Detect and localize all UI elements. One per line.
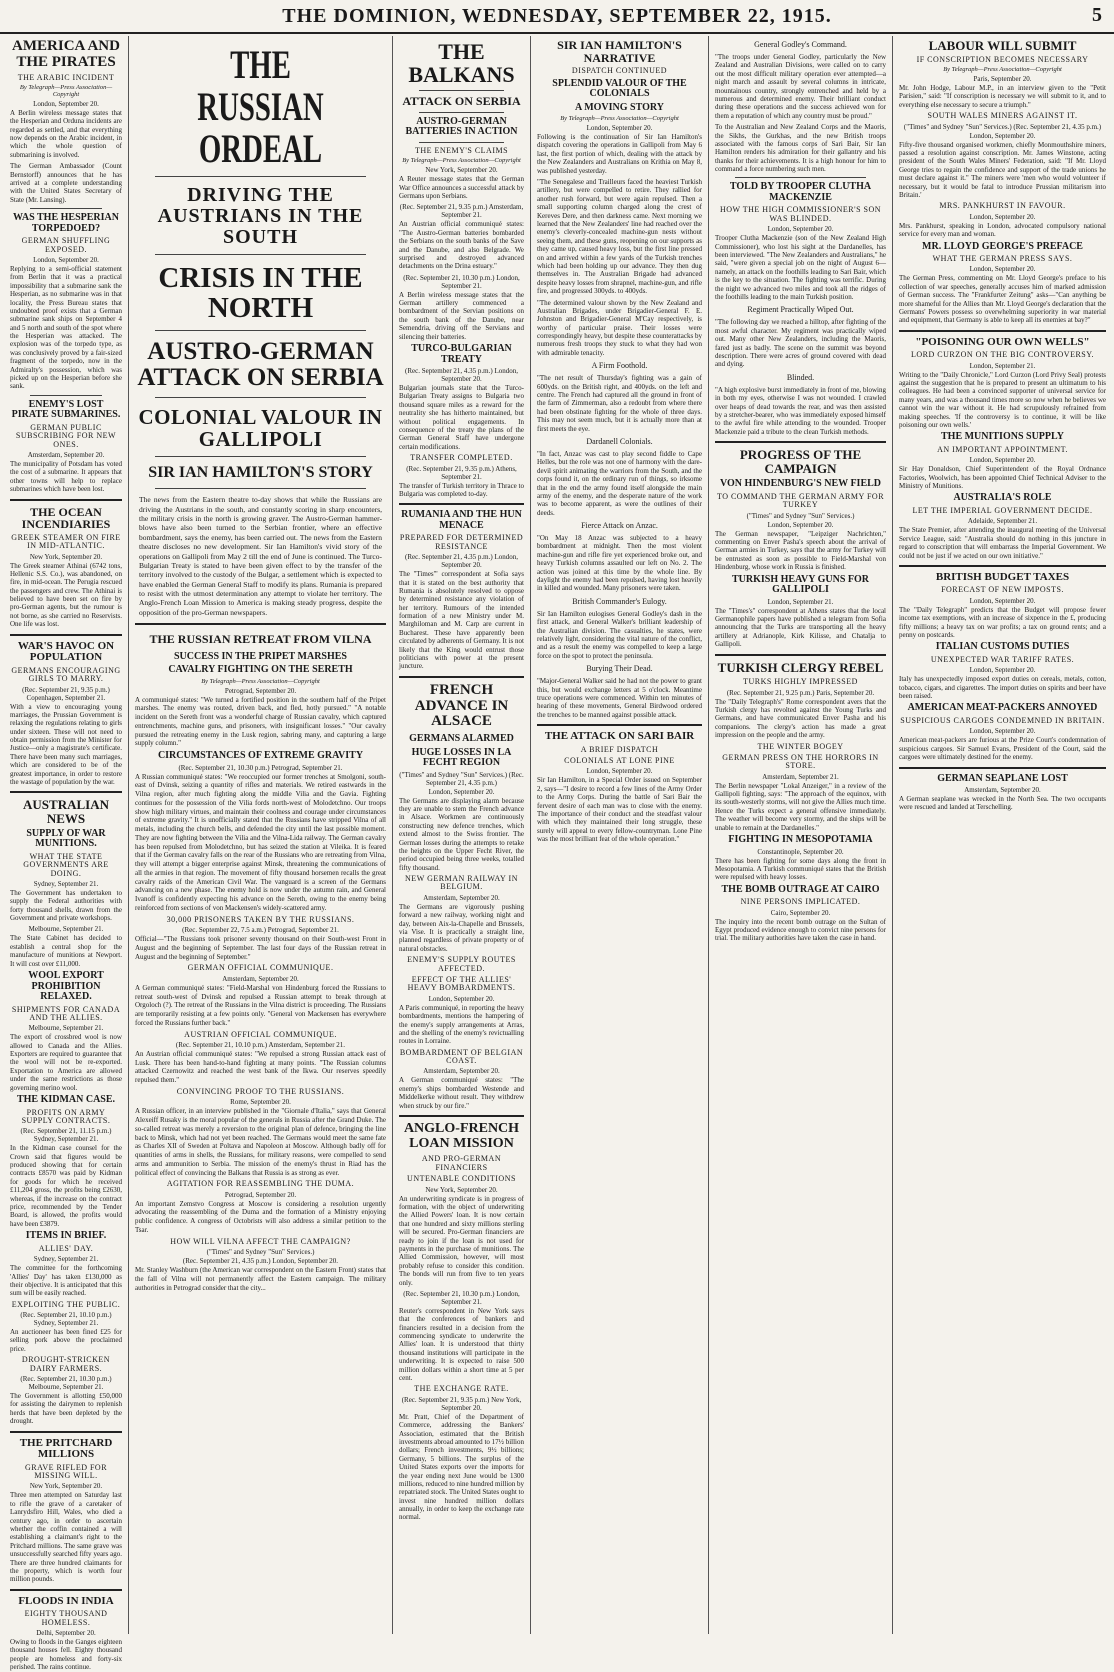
article-text: "The troops under General Godley, particularly the New Zealand and Australian Divisions, were called on to carry out the most difficult military operation ever attempted—a night march and assault by several columns in intricate, mountainous country, strongly entrenched and held by a numerous and determined enemy. Their brilliant conduct during these operations and the success achieved won for them a reputation of which any country must be proud.": [715, 53, 886, 120]
dateline: New York, September 20.: [29, 552, 103, 561]
subheadline: IF CONSCRIPTION BECOMES NECESSARY: [916, 54, 1089, 64]
dateline: (Rec. September 21, 4.35 p.m.) London, September 20.: [182, 1257, 339, 1266]
dateline: (Rec. September 21, 9.35 p.m.) Copenhagen, September 21.: [22, 685, 110, 702]
headline: GERMAN SEAPLANE LOST: [937, 772, 1068, 784]
dateline: (Rec. September 21, 10.10 p.m.) Amsterdam, September 21.: [175, 1040, 346, 1049]
article-text: Owing to floods in the Ganges eighteen thousand houses fell. Eighty thousand people are homeless and forty-six perished. The rains continue.: [10, 1638, 122, 1672]
column-3: [395, 36, 528, 1634]
subheadline: UNEXPECTED WAR TARIFF RATES.: [930, 654, 1075, 664]
dateline: (Rec. September 21, 9.25 p.m.) Paris, September 20.: [726, 688, 875, 697]
subheadline: GERMAN SHUFFLING EXPOSED.: [21, 236, 111, 254]
dateline: (Rec. September 21, 9.35 p.m.) Amsterdam, September 21.: [399, 203, 524, 220]
byline: By Telegraph—Press Association—Copyright: [19, 83, 113, 98]
article-text: A German seaplane was wrecked in the North Sea. The two occupants were rescued and landed at Terschelling.: [899, 795, 1106, 812]
dateline: London, September 20.: [428, 994, 495, 1003]
deck-headline: AUSTRO-GERMAN ATTACK ON SERBIA: [137, 337, 384, 392]
section-heading: British Commander's Eulogy.: [572, 596, 667, 606]
subheadline: NINE PERSONS IMPLICATED.: [740, 897, 861, 907]
dateline: New York, September 20.: [425, 1185, 498, 1194]
headline: THE OCEAN INCENDIARIES: [21, 504, 111, 532]
article-text: American meat-packers are furious at the Prize Court's condemnation of suspicious cargoes. Sir Samuel Evans, President of the Court, said the cargoes were ultimately destined for the enemy.: [899, 736, 1106, 762]
article-text: "In fact, Anzac was cast to play second fiddle to Cape Helles, but the role was not one of harmony with the dare-devil spirit animating the warriors from the South, and the corps found it, on the ordinary run of things, so irksome that in the end the army found itself alongside the main army of the enemy, and the desperate nature of the work was to become apparent, as were the outlines of their deeds.: [537, 449, 702, 517]
headline: 30,000 PRISONERS TAKEN BY THE RUSSIANS.: [166, 914, 355, 924]
subheadline: PROFITS ON ARMY SUPPLY CONTRACTS.: [21, 1107, 111, 1125]
headline: WAS THE HESPERIAN TORPEDOED?: [13, 212, 119, 234]
subheadline: AND PRO-GERMAN FINANCIERS: [421, 1154, 502, 1172]
article-text: The Germans are vigorously pushing forward a new railway, working night and day, between Aix-la-Chapelle and Brussels, via Vise. It is practically a straight line, planned regardless of private property or of natural obstacles.: [399, 902, 524, 953]
headline: BRITISH BUDGET TAXES: [935, 570, 1070, 583]
deck-headline: COLONIAL VALOUR IN GALLIPOLI: [138, 405, 383, 452]
article-text: The transfer of Turkish territory in Thrace to Bulgaria was completed to-day.: [399, 481, 524, 498]
article-text: To the Australian and New Zealand Corps and the Maoris, the Sikhs, the Gurkhas, and the new British troops associated with the famous corps of Sari Bair, Sir Ian Hamilton renders his admiration for their gallantry and his thanks for their achievements. It is a high honour for him to command a force numbering such men.: [715, 123, 886, 174]
headline: THE BALKANS: [408, 39, 515, 88]
headline: AGITATION FOR REASSEMBLING THE DUMA.: [166, 1179, 355, 1189]
article-text: A Russian officer, in an interview published in the "Giornale d'Italia," says that General Alexeiff Rusaky is the moral popular of the generals in Russia after the Grand Duke. The so-called retreat was merely a reversion to the original plan of defence, bringing the line back to Minsk, which had not yet been reached. The Germans would meet the same fate as Charles XII of Sweden at Poltava and Napoleon at Moscow. Although badly off for quantities of arms in shells, the Russians, for military reasons, were compelled to send arms and ammunition to Serbia. The mission of the enemy's thrust in Riad has the political effect of convincing the Balkans that Russia is as strong as ever.: [135, 1107, 386, 1177]
article-text: Italy has unexpectedly imposed export duties on cereals, metals, cotton, tobacco, cigars, and cigarettes. The import duties on spirits and beer have been raised.: [899, 675, 1106, 701]
dateline: London, September 20.: [33, 99, 99, 108]
dateline: Constantinople, September 20.: [757, 847, 844, 856]
dateline: Melbourne, September 21.: [28, 1024, 104, 1033]
headline: SIR IAN HAMILTON'S NARRATIVE: [557, 38, 682, 65]
headline: RUMANIA AND THE HUN MENACE: [401, 509, 522, 531]
article-text: A Berlin wireless message states that the German artillery commenced a bombardment of the Servian positions on the south bank of the Danube, near Semendria, driving off the Servians and silencing their batteries.: [399, 290, 524, 341]
headline: ITALIAN CUSTOMS DUTIES: [935, 641, 1070, 653]
subheadline: CAVALRY FIGHTING ON THE SERETH: [168, 664, 353, 676]
article-text: Bulgarian journals state that the Turco-Bulgarian Treaty assigns to Bulgaria two thousand square miles as a reward for the neutrality she has hitherto maintained, but without political engagements. In consequence of the treaty the plans of the German General Staff have undergone certain modifications.: [399, 384, 524, 451]
article-text: A Berlin wireless message states that the Hesperian and Orduna incidents are regarded as settled, and that everything now depends on the Arabic incident, in which the whole question of submarining is involved.: [10, 108, 122, 159]
subheadline: AUSTRO-GERMAN BATTERIES IN ACTION: [405, 115, 518, 138]
article-text: Mr. Pratt, Chief of the Department of Commerce, addressing the Bankers' Association, estimated that the British investments abroad amounted to 17½ billion dollars; French investments, 9½ billions; Germany, 5 billions. The surplus of the United States exports over the imports for the year ending next June would be 1300 millions, reduced to nine hundred million by repatriated stock. The United States ought to invest nine hundred million dollars annually, in order to keep the exchange rate normal.: [399, 1412, 525, 1522]
subheadline: ATTACK ON SERBIA: [402, 94, 521, 109]
headline: AMERICAN MEAT-PACKERS ANNOYED: [907, 702, 1098, 714]
masthead: [0, 0, 1114, 34]
dateline: New York, September 20.: [29, 1482, 103, 1491]
headline: FIGHTING IN MESOPOTAMIA: [728, 834, 873, 846]
subheadline: SUPPLY OF WAR MUNITIONS.: [26, 827, 106, 850]
article-text: The "Times's" correspondent at Athens states that the local Germanophile papers have published a telegram from Sofia announcing that the Turks are transporting all the heavy artillery at Adrianople, Kirk Kilisse, and Chatalja to Gallipoli.: [715, 606, 886, 649]
deck-headline: SIR IAN HAMILTON'S STORY: [148, 464, 373, 482]
dateline: London, September 20.: [33, 255, 99, 264]
subheadline: WHAT THE STATE GOVERNMENTS ARE DOING.: [23, 851, 109, 878]
subheadline: GERMANS ALARMED: [409, 733, 514, 745]
services-note: ("Times" and Sydney "Sun" Services.): [746, 511, 855, 520]
dateline: (Rec. September 21, 10.10 p.m.) Sydney, September 21.: [20, 1311, 112, 1328]
headline: ITEMS IN BRIEF.: [25, 1230, 107, 1242]
article-text: Sir Hay Donaldson, Chief Superintendent of the Royal Ordnance Factories, Woolwich, has been appointed Chief Technical Adviser to the Ministry of Munitions.: [899, 465, 1106, 491]
dateline: (Rec. September 21, 10.30 p.m.) Melbourne, September 21.: [20, 1375, 112, 1392]
subheadline: GRAVE RIFLED FOR MISSING WILL.: [24, 1462, 108, 1481]
article-text: The "Times'" correspondent at Sofia says that it is stated on the best authority that Rumania is absolutely resolved to oppose by determined resistance any violation of her territory. Rumours of the intended formation of a new Ministry under M. Marghiloman and M. Carp are current in Bucharest. These have apparently been circulated by adherents of Germany. It is not likely that the King would entrust those politicians with power at the present juncture.: [399, 570, 524, 671]
deck-headline: DRIVING THE AUSTRIANS IN THE SOUTH: [157, 184, 364, 248]
headline: "POISONING OUR OWN WELLS": [915, 335, 1090, 348]
column-rule: [392, 36, 393, 1634]
article-text: A Russian communiqué states: "We reoccupied our former trenches at Smolgoni, south-east of Dvinsk, seizing a quantity of rifles and materials. We retired eastwards in the Vilna region, after much fighting along the middle Vilia and the Gavia. Fighting continues for the possession of the Vilia fords north-west of Molodetchno. Our troops show high military virtues, and maintain their coolness and courage under circumstances of extreme gravity." It is unofficially stated that the Russians have stripped Vilna of all metals, including the church bells, and defended the city until the last possible moment. They are now fighting between the Vilia and the Vilna-Lida railway. The German cavalry has been repulsed from Molodetchno, but has seized the station at Vileika. It is feared that if the German cavalry falls on the rear of the Russians who are retreating from Vilna, they will attempt a bigger enterprise against Minsk, threatening the communications of all the armies in that region. The movement of fifty thousand horsemen recalls the great cavalry raids of the American Civil War. The vanguard is a screen of the Germans advancing on a new phase. The enemy hold is now under the autumn rain, and General Ivanoff is confidently expecting his advance on the Sereth, owing to the enemy being reinforced from sections of von Mackensen's widely-scattered army.: [135, 772, 386, 912]
lead-headline: THE RUSSIAN ORDEAL: [197, 42, 324, 171]
section-heading: Fierce Attack on Anzac.: [581, 521, 658, 531]
dateline: (Rec. September 22, 7.5 a.m.) Petrograd, September 21.: [182, 926, 339, 935]
dateline: Sydney, September 21.: [33, 1255, 99, 1264]
article-text: The German Ambassador (Count Bernstorff) announces that he has arrived at a complete understanding with the United States Secretary of State (Mr. Lansing).: [10, 162, 122, 204]
subheadline: SHIPMENTS FOR CANADA AND THE ALLIES.: [11, 1004, 121, 1022]
column-rule: [128, 36, 129, 1634]
byline: By Telegraph—Press Association—Copyright: [560, 115, 679, 123]
section-heading: Blinded.: [786, 372, 815, 382]
subheadline: SUCCESS IN THE PRIPET MARSHES: [173, 650, 347, 662]
article-text: Mr. Stanley Washburn (the American war correspondent on the Eastern Front) states that the fall of Vilna will not permanently affect the Eastern campaign. The military authorities in Petrograd consider that the city...: [135, 1266, 386, 1292]
article-text: The State Premier, after attending the inaugural meeting of the Universal Service League, said: "Australia should do nothing in this juncture in regard to conscription that will embarrass the Imperial Government. We could not be just if we acted on our own initiative.": [899, 526, 1106, 560]
headline: AUSTRALIAN NEWS: [23, 797, 109, 827]
services-note: ("Times" and Sydney "Sun" Services.) (Rec. September 21, 4.35 p.m.): [399, 770, 524, 787]
column-rule: [708, 36, 709, 1634]
page-number: 5: [1092, 4, 1102, 26]
column-rule: [530, 36, 531, 1634]
dateline: London, September 20.: [969, 727, 1036, 736]
subheadline: LET THE IMPERIAL GOVERNMENT DECIDE.: [912, 505, 1093, 515]
headline: THE KIDMAN CASE.: [16, 1094, 116, 1106]
headline: WOOL EXPORT PROHIBITION RELAXED.: [28, 970, 104, 1003]
headline: HOW WILL VILNA AFFECT THE CAMPAIGN?: [170, 1236, 351, 1246]
article-text: Writing to the "Daily Chronicle," Lord Curzon (Lord Privy Seal) protests against the suggestion that he is prepared to present an ultimatum to his colleagues. He had been a convinced supporter of universal service for many years, and was a thousand times more so now when he believes we cannot win the war without it. He had scrupulously refrained from making speeches. 'If the controversy is to continue, it will be like poisoning our own wells.': [899, 370, 1106, 430]
article-text: The Government has undertaken to supply the Federal authorities with forty thousand shells, drawn from the Government and private workshops.: [10, 888, 122, 923]
headline: THE MUNITIONS SUPPLY: [941, 431, 1064, 443]
subheadline: DROUGHT-STRICKEN DAIRY FARMERS.: [21, 1355, 111, 1373]
dateline: Amsterdam, September 20.: [27, 451, 105, 459]
headline: NEW GERMAN RAILWAY IN BELGIUM.: [405, 874, 518, 892]
article-text: Mr. John Hodge, Labour M.P., in an interview given to the "Petit Parisien," said: "If conscription is necessary we will submit to it, and to everything else necessary to secure a triumph.": [899, 84, 1106, 109]
dateline: Amsterdam, September 20.: [423, 893, 500, 902]
dateline: (Rec. September 21, 9.35 p.m.) New York, September 20.: [401, 1395, 522, 1412]
dateline: New York, September 20.: [425, 166, 498, 175]
subheadline: EIGHTY THOUSAND HOMELESS.: [24, 1609, 108, 1627]
dateline: Paris, September 20.: [973, 75, 1032, 84]
article-text: Reuter's correspondent in New York says that the conferences of bankers and financiers resulted in a decision from the commencing syndicate to underwrite the Allies' loan. It is understood that thirty thousand institutions will participate in the underwriting. It is expected to raise 500 million dollars within a short time at 5 per cent.: [399, 1306, 524, 1383]
headline: TOLD BY TROOPER CLUTHA MACKENZIE: [729, 181, 872, 203]
services-note: ("Times" and Sydney "Sun" Services.): [206, 1248, 315, 1257]
byline: By Telegraph—Press Association—Copyright: [201, 677, 320, 685]
dateline: Rome, September 20.: [230, 1098, 291, 1107]
article-text: The inquiry into the recent bomb outrage on the Sultan of Egypt produced evidence enough to convict nine persons for trial. The military authorities have taken the case in hand.: [715, 917, 886, 943]
headline: MR. LLOYD GEORGE'S PREFACE: [922, 240, 1083, 252]
headline: TURKISH CLERGY REBEL: [717, 659, 884, 675]
subheadline: WHAT THE GERMAN PRESS SAYS.: [932, 254, 1073, 263]
article-text: "The following day we reached a hilltop, after fighting of the most awful character. My regiment was practically wiped out. Many other New Zealanders, including the Maoris, fared just as badly. The scene on the summit was beyond description. There were acres of ground covered with dead and dying.: [715, 318, 886, 369]
section-heading: General Godley's Command.: [754, 40, 847, 49]
article-text: Sir Ian Hamilton eulogises General Godley's dash in the first attack, and General Walker's brilliant leadership of the Australian division. The casualties, he states, were relatively light, considering the vital nature of the conflict, and as a result the enemy was compelled to keep a large force on the spot to protect the peninsula.: [537, 609, 702, 660]
headline: CONVINCING PROOF TO THE RUSSIANS.: [176, 1086, 345, 1096]
subheadline: GERMAN PRESS ON THE HORRORS IN STORE.: [722, 752, 879, 771]
headline: SOUTH WALES MINERS AGAINST IT.: [927, 111, 1078, 121]
headline: THE PRITCHARD MILLIONS: [19, 1436, 113, 1461]
column-6: [895, 36, 1110, 1634]
byline: By Telegraph—Press Association—Copyright: [943, 66, 1062, 74]
headline: THE ATTACK ON SARI BAIR: [544, 730, 695, 743]
headline: PROGRESS OF THE CAMPAIGN: [739, 447, 862, 476]
dateline: London, September 20.: [969, 456, 1036, 465]
subheadline: PREPARED FOR DETERMINED RESISTANCE: [399, 533, 524, 551]
dateline: (Rec. September 21, 10.30 p.m.) Petrograd, September 21.: [178, 763, 343, 772]
subheadline: TURKS HIGHLY IMPRESSED: [743, 677, 858, 687]
dateline: (Rec. September 21, 10.30 p.m.) London, September 21.: [403, 1289, 520, 1306]
subheadline: LORD CURZON ON THE BIG CONTROVERSY.: [911, 350, 1094, 360]
article-text: An underwriting syndicate is in progress of formation, with the object of underwriting the Allied Powers' loan. It is now certain that one hundred and sixty millions sterling will be secured. Pro-German financiers are ready to join if the loan is not used for payments in the purchase of munitions. The Allied Commission, however, will most probably refuse to consider this condition. The bonds will run from five to ten years only.: [399, 1194, 524, 1287]
dateline: London, September 20.: [767, 520, 834, 529]
article-text: The municipality of Potsdam has voted the cost of a submarine. It appears that other towns will help to replace submarines which have been lost.: [10, 460, 122, 494]
article-text: The German newspaper, "Leipziger Nachrichten," commenting on Enver Pasha's speech about the arrival of German armies in Turkey, says that the army for Turkey will be entrusted as soon as possible to Field-Marshal von Hindenburg, whose work in Russia is finished.: [715, 529, 886, 572]
dateline: Delhi, September 20.: [36, 1629, 96, 1638]
subheadline: SUSPICIOUS CARGOES CONDEMNED IN BRITAIN.: [900, 715, 1105, 725]
article-text: A German communiqué states: "The enemy's ships bombarded Westende and Middelkerke without result. They withdrew when struck by our fire.": [399, 1076, 524, 1110]
dateline: Cairo, September 20.: [770, 908, 831, 917]
dateline: London, September 20.: [969, 131, 1036, 140]
dateline: London, September 20.: [969, 212, 1036, 221]
article-text: The "Daily Telegraph" predicts that the Budget will propose fewer income tax exemptions, with an increase of sixpence in the £, producing fifty millions; a heavy tax on war profits; a tax on ground rents; and a penny on postcards.: [899, 605, 1106, 640]
article-text: Mrs. Pankhurst, speaking in London, advocated compulsory national service for every man and woman.: [899, 221, 1106, 239]
article-text: The Berlin newspaper "Lokal Anzeiger," in a review of the Gallipoli fighting, says: "The approach of the equinox, with its south-westerly storms, will not give the Allies much time. Hence the Turks expect a general offensive immediately. The weather will become very stormy, and the ships will be unable to remain at the Dardanelles.": [715, 781, 886, 832]
subheadline: FORECAST OF NEW IMPOSTS.: [941, 585, 1064, 595]
dateline: London, September 21.: [969, 361, 1036, 370]
dateline: (Rec. September 21, 4.35 p.m.) London, September 20.: [405, 553, 518, 570]
article-text: Following is the continuation of Sir Ian Hamilton's dispatch covering the operations in Gallipoli from May 6 last, the first portion of which, dealing with the attack by the New Zealanders and Australians on Krithia on May 8, was published yesterday.: [537, 133, 702, 175]
dateline: London, September 20.: [428, 787, 495, 796]
column-4: [533, 36, 706, 1634]
dateline: Sydney, September 21.: [33, 879, 99, 888]
article-text: "The determined valour shown by the New Zealand and Australian Brigades, under Brigadier-General F. E. Johnston and Brigadier-General M'Cay respectively, is worthy of particular praise. Their losses were correspondingly heavy, but despite these counterattacks by numerous fresh troops they stuck to what they had won with admirable tenacity.: [537, 298, 702, 357]
subheadline: HOW THE HIGH COMMISSIONER'S SON WAS BLINDED.: [719, 205, 882, 223]
dateline: Melbourne, September 21.: [28, 925, 104, 934]
article-text: "The Senegalese and Trailleurs faced the heaviest Turkish artillery, but were compelled to retire. They rallied for another rush forward, but were again repulsed. Then a small supporting column charged along the crest of Kereves Dere, and then darkness came. Next morning we learned that the New Zealanders' line had reached over the enemy's cleverly-concealed machine-gun nests without seeing them, and these guns, reopening on our supports as they came up, caused heavy loss, but the first line pressed on and arrived within a few yards of the Turkish trenches which had been holding up our advance. They then dug themselves in. The Australian Brigade had advanced despite heavy losses from shrapnel, machine-gun, and rifle fire, and progressed 300yds. to 400yds.: [537, 178, 702, 296]
headline: BOMBARDMENT OF BELGIAN COAST.: [399, 1047, 524, 1066]
article-text: Sir Ian Hamilton, in a Special Order issued on September 2, says—"I desire to record a few lines of the Army Order to the Army Corps. During the battle of Sari Bair the fervent desire of each man was to close with the enemy. The importance of their conduct and the steadfast valour with which they maintained their long struggle, these surely will appeal to every fellow-countryman. Lone Pine was the most brilliant feat of the whole operation.": [537, 776, 702, 844]
services-note: ("Times" and Sydney "Sun" Services.) (Rec. September 21, 4.35 p.m.): [903, 122, 1102, 131]
headline: TURCO-BULGARIAN TREATY: [411, 343, 512, 365]
article-text: Official—"The Russians took prisoner seventy thousand on their South-west Front in August and the beginning of September. The last four days of the Russian retreat in August and the beginning of September.": [135, 935, 386, 961]
subheadline: ALLIES' DAY.: [38, 1243, 94, 1253]
article-text: The "Daily Telegraph's" Rome correspondent avers that the Turkish clergy has revolted against the Young Turks and Germans, and have communicated Enver Pasha and his companions. The clergy's action has made a great impression on the people and the army.: [715, 697, 886, 740]
headline: LABOUR WILL SUBMIT: [928, 38, 1077, 53]
section-heading: Burying Their Dead.: [586, 664, 653, 674]
dateline: London, September 20.: [586, 767, 653, 776]
dateline: (Rec. September 21, 10.30 p.m.) London, September 21.: [403, 273, 520, 290]
article-text: A Paris communiqué, in reporting the heavy bombardments, mentions the hampering of the enemy's supply arrangements at Arras, and the shelling of the enemy's revictualling routes in Lorraine.: [399, 1003, 524, 1046]
headline: ENEMY'S LOST PIRATE SUBMARINES.: [11, 398, 121, 421]
dateline: (Rec. September 21, 9.35 p.m.) Athens, September 21.: [406, 464, 517, 481]
headline: GERMAN OFFICIAL COMMUNIQUE.: [187, 963, 334, 973]
article-text: The Greek steamer Athinai (6742 tons, Hellenic S.S. Co.), was abandoned, on fire, in mid-ocean. The Perugia rescued the passengers and crew. The Athinai is believed to have been set on fire by pro-German agents, but the rumour is not borne, as she carried no Reservists. One life was lost.: [10, 561, 122, 629]
subheadline: AN IMPORTANT APPOINTMENT.: [937, 444, 1068, 454]
section-heading: Dardanell Colonials.: [586, 436, 653, 446]
dateline: Petrograd, September 20.: [224, 686, 297, 695]
article-text: The German Press, commenting on Mr. Lloyd George's preface to his collection of war speeches, generally accuses him of marked admission of German success. The "Frankfurter Zeitung" asks—"Can anything be more shameful for the Allies than Mr. Lloyd George's declaration that the Germans' Powers possess so overwhelming superiority in war material and equipment, that Germany is able to keep all its enemies at bay?": [899, 274, 1106, 325]
article-text: The committee for the forthcoming 'Allies' Day' has taken £130,000 as their objective. It is anticipated that this sum will be easily reached.: [10, 1264, 122, 1298]
column-1: [6, 36, 126, 1672]
subheadline: A MOVING STORY: [575, 101, 664, 113]
article-text: A Reuter message states that the German War Office announces a successful attack by Germans upon Serbians.: [399, 175, 524, 200]
headline: TURKISH HEAVY GUNS FOR GALLIPOLI: [732, 573, 869, 596]
article-text: "A high explosive burst immediately in front of me, blowing in both my eyes, otherwise I was not wounded. I crawled over heaps of dead towards the rear, and was then assisted by a stretcher-bearer, who was immediately exposed himself to the awful fire while attending to the wounded. Trooper Mackenzie paid a tribute to the clean Turkish methods.: [715, 385, 886, 436]
article-text: The State Cabinet has decided to establish a central shop for the manufacture of munitions at Newport. It will cost over £11,000.: [10, 934, 122, 968]
subheadline: DISPATCH CONTINUED: [571, 66, 668, 76]
column-rule: [892, 36, 893, 1634]
article-text: In the Kidman case counsel for the Crown said that figures would be produced showing that for certain contracts £8570 was paid by Kidman for goods for which he received £11,204 gross, the profits being £2630, whereas, if the increase on the contract price, recommended by the Tender Board, is allowed, the profits would have been £3879.: [10, 1144, 122, 1228]
article-text: A German communiqué states: "Field-Marshal von Hindenburg forced the Russians to retreat south-west of Dvinsk and repulsed a Russian attempt to break through at Orgoloch (?). The retreat of the Russians in the Vilna district is proceeding. The Russians are temporarily resisting at a few points only. "General von Mackensen has everywhere forced the Russians further back.": [135, 983, 386, 1027]
subheadline: GREEK STEAMER ON FIRE IN MID-ATLANTIC.: [11, 532, 121, 551]
masthead-title: THE DOMINION, WEDNESDAY, SEPTEMBER 22, 1915.: [282, 4, 832, 27]
article-text: The Government is allotting £50,000 for assisting the dairymen to replenish herds that have been depleted by the drought.: [10, 1392, 122, 1426]
dateline: Adelaide, September 21.: [967, 517, 1038, 526]
subheadline: GERMAN PUBLIC SUBSCRIBING FOR NEW ONES.: [15, 422, 117, 449]
article-text: There has been fighting for some days along the front in Mesopotamia. A Turkish communiqué states that the British were repulsed with heavy losses.: [715, 856, 886, 882]
dateline: Amsterdam, September 20.: [423, 1067, 500, 1076]
headline: ANGLO-FRENCH LOAN MISSION: [403, 1121, 520, 1151]
article-text: The export of crossbred wool is now allowed to Canada and the Allies. Exporters are required to guarantee that the wool will not be re-exported. Exportation to America are allowed under the same restrictions as those governing merino wool.: [10, 1033, 122, 1092]
dateline: London, September 20.: [969, 265, 1036, 274]
dateline: (Rec. September 21, 11.15 p.m.) Sydney, September 21.: [20, 1127, 112, 1144]
dateline: Petrograd, September 20.: [224, 1190, 297, 1199]
headline: THE BOMB OUTRAGE AT CAIRO: [721, 883, 880, 895]
article-text: A communiqué states: "We turned a fortified position in the southern half of the Pripet marshes. The enemy was routed, driven back, and fled, hotly pursued." "A notable incident on the Sereth front was a wonderful charge of Russian cavalry, which captured entrenchments, machine guns, and prisoners, with insignificant losses." "Our cavalry pursued the retreating enemy in the Lusk region, sabring many, and capturing a large supply column.": [135, 695, 386, 748]
dateline: London, September 20.: [969, 596, 1036, 605]
headline: THE WINTER BOGEY: [757, 741, 844, 751]
headline: AUSTRALIA'S ROLE: [953, 492, 1052, 504]
subheadline: THE ENEMY'S CLAIMS: [414, 145, 509, 155]
article-text: "Major-General Walker said he had not the power to grant this, but would exchange letters at 5 o'clock. Meantime truce operations were commenced. Within ten minutes of hearing of these movements, General Birdwood ordered the trenches to be manned against possible attack.: [537, 677, 702, 719]
headline: FRENCH ADVANCE IN ALSACE: [414, 681, 509, 730]
article-text: An auctioneer has been fined £25 for selling pork above the proclaimed price.: [10, 1328, 122, 1353]
headline: THE EXCHANGE RATE.: [414, 1384, 509, 1394]
headline: TRANSFER COMPLETED.: [410, 453, 513, 463]
article-text: Fifty-five thousand organised workmen, chiefly Monmouthshire miners, passed a resolution against conscription. Mr. James Winstone, acting president of the South Wales Miners' Federation, said: "If Mr. Lloyd George tries to regain the confidence and support of the trade unions he must declare against it." The miners were 'men who would volunteer if necessary, but it would be fatal to introduce Prussian militarism into Britain.': [899, 140, 1106, 199]
subheadline: VON HINDENBURG'S NEW FIELD: [719, 478, 882, 490]
article-text: An Austrian official communiqué states: "The Austro-German batteries bombarded the Serbians on the south banks of the Save and the Danube, and also Belgrade. We surprised and destroyed advanced detachments on the Drina estuary.": [399, 220, 524, 271]
subheadline: EXPLOITING THE PUBLIC.: [11, 1299, 121, 1309]
dateline: (Rec. September 21, 4.35 p.m.) London, September 20.: [405, 367, 518, 384]
dateline: London, September 21.: [767, 597, 834, 606]
subheadline: THE ARABIC INCIDENT: [17, 72, 115, 82]
article-text: "On May 18 Anzac was subjected to a heavy bombardment at midnight. Then the most violent machine-gun and rifle fire yet experienced broke out, and heavy Turkish columns assaulted our left on No. 2. The action was joined at this time by the whole line. By daylight the enemy had been repulsed, having lost heavily in killed and wounded. Many prisoners were taken.: [537, 534, 702, 593]
headline: AMERICA AND THE PIRATES: [12, 38, 120, 70]
subheadline: HUGE LOSSES IN LA FECHT REGION: [411, 746, 512, 769]
subheadline: SPLENDID VALOUR OF THE COLONIALS: [552, 77, 687, 100]
article-text: Trooper Clutha Mackenzie (son of the New Zealand High Commissioner), who lost his sight at the Dardanelles, has been interviewed. "The New Zealanders and Australians," he said, "were given a special job on the night of August 6—namely, an attack on the foothills leading to Sari Bair, which is the key to the situation. The fighting was terrific. During the night we advanced two miles and took all the ridges of the foothills leading to the main Turkish position.: [715, 234, 886, 301]
subheadline: COLONIALS AT LONE PINE: [564, 756, 675, 766]
dateline: Amsterdam, September 20.: [222, 974, 299, 983]
dateline: London, September 20.: [767, 225, 834, 234]
article-text: An Austrian official communiqué states: "We repulsed a strong Russian attack east of Lusk. There has been hand-to-hand fighting at many points. "The Russian columns attacked Czernowitz and reached the west bank of the Ikwa. Our reserves speedily repulsed them.": [135, 1049, 386, 1085]
headline: FLOODS IN INDIA: [18, 1594, 114, 1607]
dateline: Amsterdam, September 20.: [964, 786, 1041, 795]
subheadline: TO COMMAND THE GERMAN ARMY FOR TURKEY: [716, 491, 885, 510]
headline: THE RUSSIAN RETREAT FROM VILNA: [149, 632, 372, 647]
headline: WAR'S HAVOC ON POPULATION: [17, 639, 115, 664]
byline: By Telegraph—Press Association—Copyright: [402, 157, 521, 165]
column-5: [711, 36, 890, 1634]
subheadline: UNTENABLE CONDITIONS: [407, 1174, 516, 1184]
article-text: The Germans are displaying alarm because they are unable to stem the French advance in Alsace. Workmen are continuously constructing new defence trenches, which extend almost to the Swiss frontier. The German losses during the attempts to retake the heights on the Upper Fecht River, the period occupied being three weeks, totalled fifty thousand.: [399, 796, 524, 872]
column-2: [131, 36, 390, 1634]
article-text: An important Zemstvo Congress at Moscow is considering a resolution urgently advocating the reassembling of the Duma and the formation of a Ministry enjoying public confidence. A congress of Octobrists will also address a similar petition to the Tsar.: [135, 1199, 386, 1234]
dateline: Amsterdam, September 21.: [762, 772, 839, 781]
article-text: Three men attempted on Saturday last to rifle the grave of a caretaker of Lanrydsfiro Hill, Wales, who died a century ago, in order to ascertain whether the coffin contained a will establishing a claimant's right to the Pritchard millions. The same grave was unsuccessfully searched fifty years ago. There are three hundred claimants for the property, which is worth four million pounds.: [10, 1491, 122, 1584]
subheadline: GERMANS ENCOURAGING GIRLS TO MARRY.: [11, 665, 121, 684]
headline: ENEMY'S SUPPLY ROUTES AFFECTED.: [407, 955, 516, 973]
headline: AUSTRIAN OFFICIAL COMMUNIQUE.: [184, 1029, 337, 1039]
subheadline: EFFECT OF THE ALLIES' HEAVY BOMBARDMENTS.: [407, 974, 516, 993]
headline: MRS. PANKHURST IN FAVOUR.: [939, 201, 1066, 211]
headline: CIRCUMSTANCES OF EXTREME GRAVITY: [157, 750, 364, 762]
dateline: London, September 20.: [969, 666, 1036, 675]
subheadline: A BRIEF DISPATCH: [580, 744, 659, 754]
section-heading: A Firm Foothold.: [591, 361, 648, 371]
article-text: "The net result of Thursday's fighting was a gain of 600yds. on the British right, and 400yds. on the left and centre. The French had captured all the ground in front of the farm of Zimmerman, also a redoubt from where there had been obstinate fighting for the whole of three days. This may not seem much, but it is actually more than at first meets the eye.: [537, 374, 702, 433]
summary-text: The news from the Eastern theatre to-day shows that while the Russians are driving the Austrians in the south, and constantly scoring in sharp encounters, the military crisis in the north is growing graver. The Austro-German hammer-blows have also been turned to the Serbian frontier, where an effective bombardment, says the enemy, has been carried out. The news from the Eastern theatre discloses no new development. Sir Ian Hamilton's vivid story of the operations on Gallipoli from May 2 till the end of June is continued. The Turco-Bulgarian Treaty is stated to have been given effect to by the transfer of the territory involved to the custody of the Bulgar, a settlement which is expected to have enabled the German General Staff to modify its plans. Rumania is prepared to resist with the utmost determination any attempt to violate her territory. The Anglo-French Loan Mission to America is making steady progress, despite the opposition of the pro-German newspapers.: [139, 495, 382, 617]
article-text: Replying to a semi-official statement from Berlin that it was a practical impossibility that a submarine sank the Hesperian, as no submarine was in that locality, the Press Bureau states that undoubted proof exists that a German submarine sank ships on September 4 and 5 north and south of the spot where the Hesperian was attacked. The explosion was of the torpedo type, as was conclusively proved by a fair-sized fragment of the torpedo, now in the Admiralty's possession, which was picked up on the Hesperian before she sank.: [10, 264, 122, 391]
article-text: With a view to encouraging young marriages, the Prussian Government is relaxing the regulations relating to girls under sixteen. These will not need to obtain permission from the Minister for Justice—only a magistrate's certificate. There have been many such marriages, which are considered to be of the greatest importance, in order to restore the wastage of population by the war.: [10, 702, 122, 787]
dateline: London, September 20.: [586, 124, 653, 133]
section-heading: Regiment Practically Wiped Out.: [747, 305, 854, 315]
deck-headline: CRISIS IN THE NORTH: [158, 262, 363, 325]
